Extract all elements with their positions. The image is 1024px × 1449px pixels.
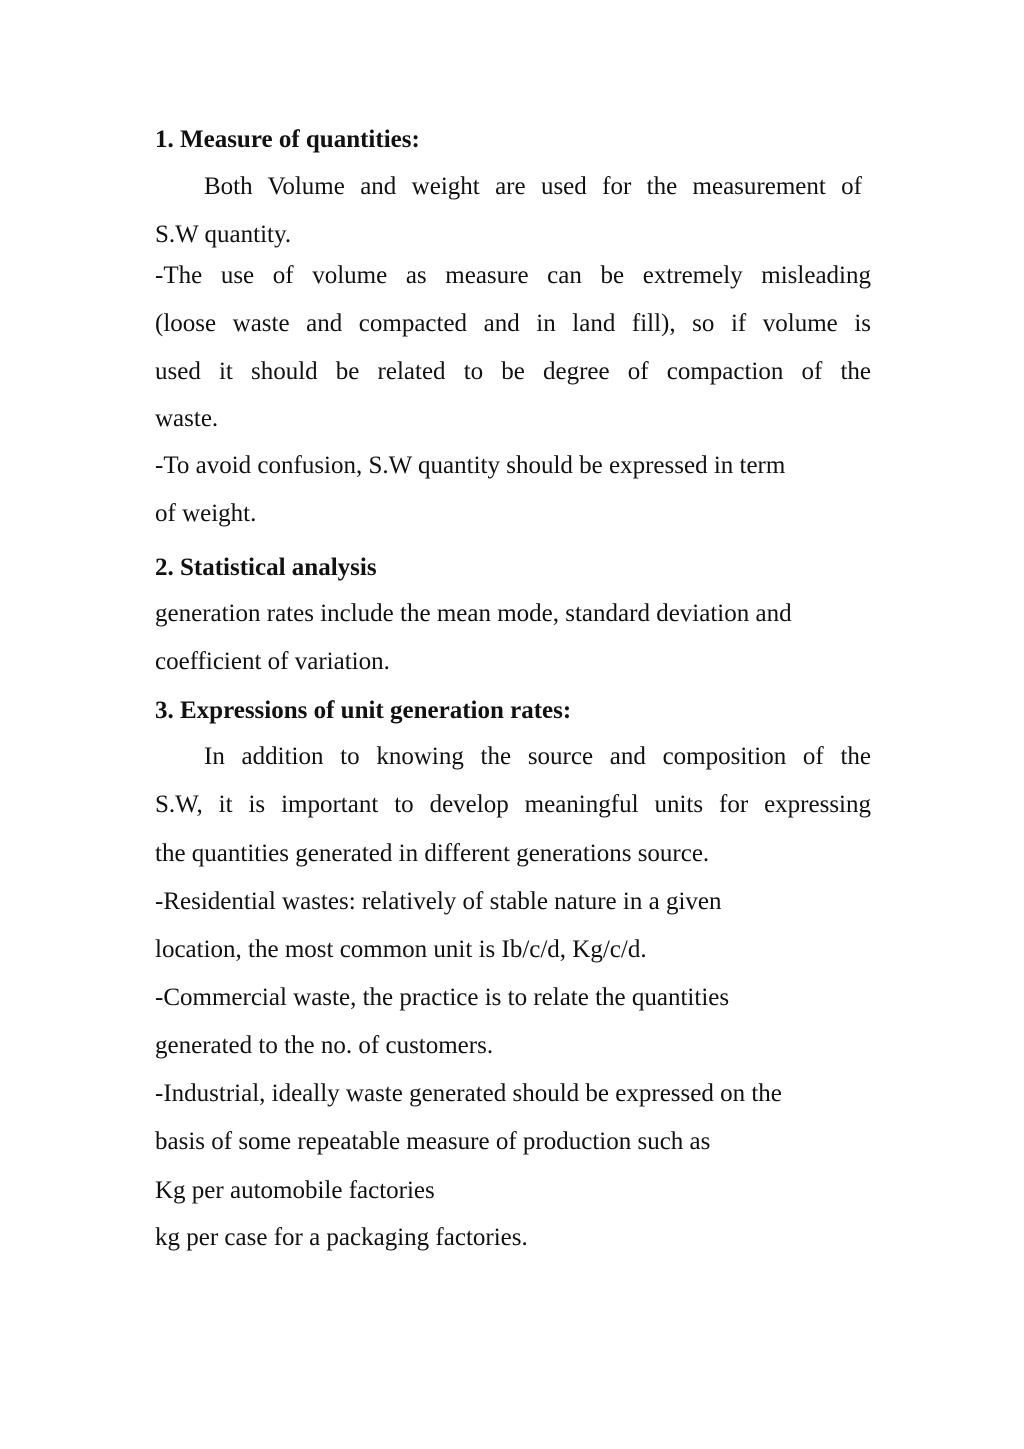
section-3-line: generated to the no. of customers. [155,1032,494,1059]
section-3-line: -Industrial, ideally waste generated should be expressed on the [155,1080,782,1107]
section-1-line: Both Volume and weight are used for the measurement of [204,173,862,200]
section-3-line: S.W, it is important to develop meaningful units for expressing [155,791,871,818]
section-3-line: the quantities generated in different generations source. [155,840,710,867]
section-3-line: -Residential wastes: relatively of stable nature in a given [155,888,722,915]
section-1-line: -The use of volume as measure can be extremely misleading [155,262,871,289]
section-1-line: S.W quantity. [155,221,292,248]
section-1-line: used it should be related to be degree of compaction of the [155,358,871,385]
section-1-line: waste. [155,405,219,432]
section-2-line: coefficient of variation. [155,648,390,675]
section-3-line: Kg per automobile factories [155,1177,435,1204]
section-3-line: kg per case for a packaging factories. [155,1224,528,1251]
section-1-line: -To avoid confusion, S.W quantity should be expressed in term [155,452,786,479]
section-1-heading: 1. Measure of quantities: [155,126,420,153]
section-1-line: (loose waste and compacted and in land fill), so if volume is [155,310,871,337]
section-1-line: of weight. [155,500,257,527]
section-3-line: basis of some repeatable measure of production such as [155,1128,711,1155]
section-2-line: generation rates include the mean mode, standard deviation and [155,600,792,627]
section-3-line: In addition to knowing the source and composition of the [204,743,871,770]
section-3-line: -Commercial waste, the practice is to relate the quantities [155,984,730,1011]
section-3-heading: 3. Expressions of unit generation rates: [155,697,572,724]
section-3-line: location, the most common unit is Ib/c/d, Kg/c/d. [155,936,647,963]
section-2-heading: 2. Statistical analysis [155,554,377,581]
